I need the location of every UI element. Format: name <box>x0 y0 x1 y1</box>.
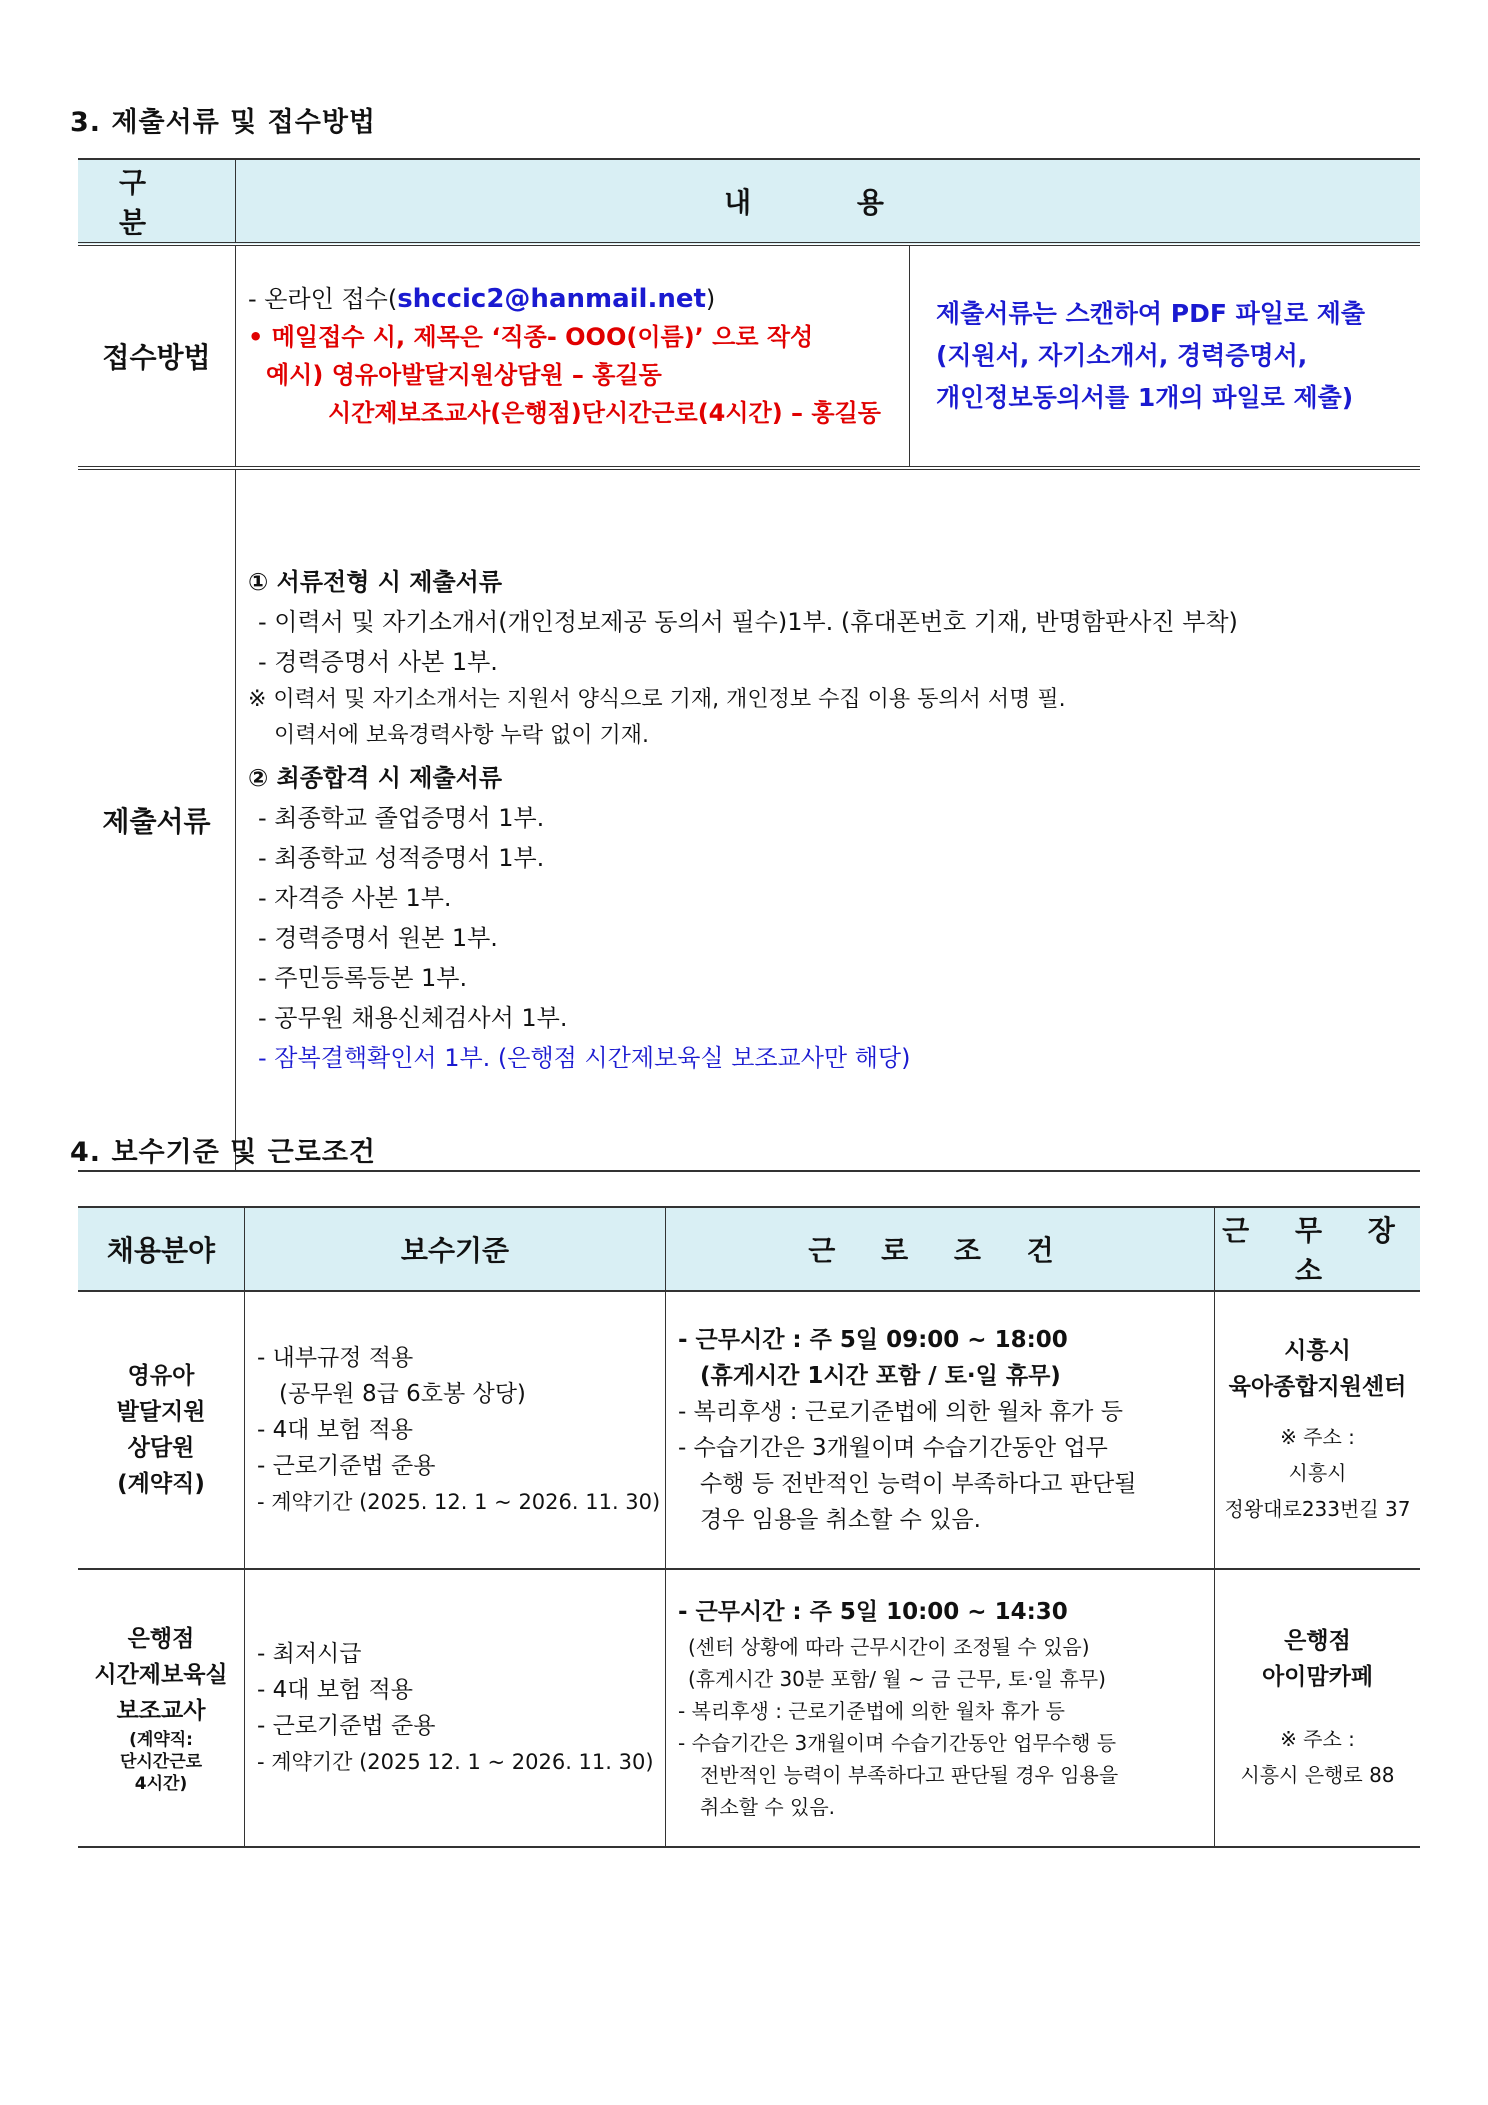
pay-line: (공무원 8급 6호봉 상당) <box>279 1381 526 1407</box>
method-line3: 예시) 영유아발달지원상담원 – 홍길동 <box>266 361 662 389</box>
method-note2: (지원서, 자기소개서, 경력증명서, <box>936 341 1308 370</box>
documents-item-highlight: - 잠복결핵확인서 1부. (은행점 시간제보육실 보조교사만 해당) <box>258 1044 911 1072</box>
cond-line: - 복리후생 : 근로기준법에 의한 월차 휴가 등 <box>678 1399 1123 1425</box>
method-line2: • 메일접수 시, 제목은 ‘직종- OOO(이름)’ 으로 작성 <box>248 323 814 351</box>
header-content: 내 용 <box>236 159 1421 244</box>
documents-label: 제출서류 <box>78 468 236 1171</box>
method-line1-prefix: - 온라인 접수( <box>248 285 398 313</box>
pay-line: - 최저시급 <box>257 1641 362 1667</box>
method-note1: 제출서류는 스캔하여 PDF 파일로 제출 <box>936 299 1366 328</box>
documents-item: - 경력증명서 원본 1부. <box>258 924 498 952</box>
cond-line: - 수습기간은 3개월이며 수습기간동안 업무수행 등 <box>678 1731 1117 1755</box>
section3-title: 3. 제출서류 및 접수방법 <box>70 107 376 138</box>
header-field: 채용분야 <box>78 1207 245 1291</box>
pay-line: - 4대 보험 적용 <box>257 1677 413 1703</box>
place-counselor <box>1215 1291 1421 1569</box>
documents-item: - 경력증명서 사본 1부. <box>258 648 498 676</box>
field-line: 시간제보육실 <box>94 1662 228 1688</box>
field-line: 상담원 <box>127 1435 195 1461</box>
email-link[interactable]: shccic2@hanmail.net <box>397 284 706 314</box>
pay-line: - 근로기준법 준용 <box>257 1713 436 1739</box>
method-details <box>236 244 910 468</box>
place-line: ※ 주소 : <box>1280 1727 1355 1751</box>
cond-line: 경우 임용을 취소할 수 있음. <box>700 1507 981 1533</box>
submission-table <box>78 158 1420 1172</box>
method-note <box>910 244 1421 468</box>
header-pay: 보수기준 <box>245 1207 666 1291</box>
documents-item: - 이력서 및 자기소개서(개인정보제공 동의서 필수)1부. (휴대폰번호 기재, 반명함판사진 부착) <box>258 608 1238 636</box>
place-assistant <box>1215 1569 1421 1847</box>
method-line4: 시간제보조교사(은행점)단시간근로(4시간) – 홍길동 <box>328 399 881 427</box>
cond-line: 수행 등 전반적인 능력이 부족하다고 판단될 <box>700 1471 1137 1497</box>
field-counselor <box>78 1291 245 1569</box>
pay-counselor <box>245 1291 666 1569</box>
documents-heading1: ① 서류전형 시 제출서류 <box>248 568 503 596</box>
documents-details <box>236 468 1421 1171</box>
header-conditions: 근 로 조 건 <box>666 1207 1215 1291</box>
cond-line: 취소할 수 있음. <box>700 1795 835 1819</box>
header-place: 근 무 장 소 <box>1215 1207 1421 1291</box>
pay-line: - 계약기간 (2025. 12. 1 ~ 2026. 11. 30) <box>257 1490 661 1514</box>
place-line: ※ 주소 : <box>1280 1425 1355 1449</box>
pay-line: - 근로기준법 준용 <box>257 1453 436 1479</box>
pay-conditions-table <box>78 1206 1420 1848</box>
method-line1-suffix: ) <box>705 285 716 313</box>
documents-item: - 자격증 사본 1부. <box>258 884 452 912</box>
field-assistant <box>78 1569 245 1847</box>
place-line: 시흥시 <box>1288 1461 1347 1485</box>
conditions-assistant <box>666 1569 1215 1847</box>
pay-line: - 4대 보험 적용 <box>257 1417 413 1443</box>
conditions-counselor <box>666 1291 1215 1569</box>
field-small-line: (계약직: <box>129 1730 193 1750</box>
documents-item: - 공무원 채용신체검사서 1부. <box>258 1004 568 1032</box>
method-label: 접수방법 <box>78 244 236 468</box>
documents-heading2: ② 최종합격 시 제출서류 <box>248 764 503 792</box>
pay-line: - 내부규정 적용 <box>257 1345 414 1371</box>
cond-line: (휴게시간 1시간 포함 / 토·일 휴무) <box>700 1363 1061 1389</box>
field-small-line: 단시간근로 <box>119 1752 203 1772</box>
method-note3: 개인정보동의서를 1개의 파일로 제출) <box>936 383 1354 412</box>
field-line: 은행점 <box>127 1626 195 1652</box>
cond-line: - 근무시간 : 주 5일 10:00 ~ 14:30 <box>678 1599 1068 1625</box>
field-line: 영유아 <box>127 1363 195 1389</box>
documents-notice2: 이력서에 보육경력사항 누락 없이 기재. <box>274 723 649 748</box>
field-line: 발달지원 <box>116 1399 206 1425</box>
pay-line: - 계약기간 (2025 12. 1 ~ 2026. 11. 30) <box>257 1750 654 1774</box>
cond-line: (휴게시간 30분 포함/ 월 ~ 금 근무, 토·일 휴무) <box>688 1667 1106 1691</box>
cond-line: 전반적인 능력이 부족하다고 판단될 경우 임용을 <box>700 1763 1119 1787</box>
place-line: 은행점 <box>1284 1628 1351 1654</box>
cond-line: (센터 상황에 따라 근무시간이 조정될 수 있음) <box>688 1635 1090 1659</box>
pay-assistant <box>245 1569 666 1847</box>
place-line: 육아종합지원센터 <box>1228 1374 1407 1400</box>
field-small-line: 4시간) <box>134 1774 188 1794</box>
place-line: 정왕대로233번길 37 <box>1224 1497 1411 1521</box>
cond-line: - 복리후생 : 근로기준법에 의한 월차 휴가 등 <box>678 1699 1065 1723</box>
header-category: 구 분 <box>78 159 236 244</box>
documents-item: - 주민등록등본 1부. <box>258 964 468 992</box>
place-line: 아이맘카페 <box>1261 1664 1374 1690</box>
cond-line: - 수습기간은 3개월이며 수습기간동안 업무 <box>678 1435 1108 1461</box>
documents-item: - 최종학교 성적증명서 1부. <box>258 844 545 872</box>
section4-title: 4. 보수기준 및 근로조건 <box>70 1137 376 1168</box>
documents-notice1: ※ 이력서 및 자기소개서는 지원서 양식으로 기재, 개인정보 수집 이용 동의서 서명 필. <box>248 687 1066 712</box>
place-line: 시흥시 은행로 88 <box>1240 1763 1395 1787</box>
field-line: 보조교사 <box>116 1698 206 1724</box>
documents-item: - 최종학교 졸업증명서 1부. <box>258 804 545 832</box>
field-line: (계약직) <box>117 1471 205 1497</box>
place-line: 시흥시 <box>1284 1338 1351 1364</box>
cond-line: - 근무시간 : 주 5일 09:00 ~ 18:00 <box>678 1327 1068 1353</box>
